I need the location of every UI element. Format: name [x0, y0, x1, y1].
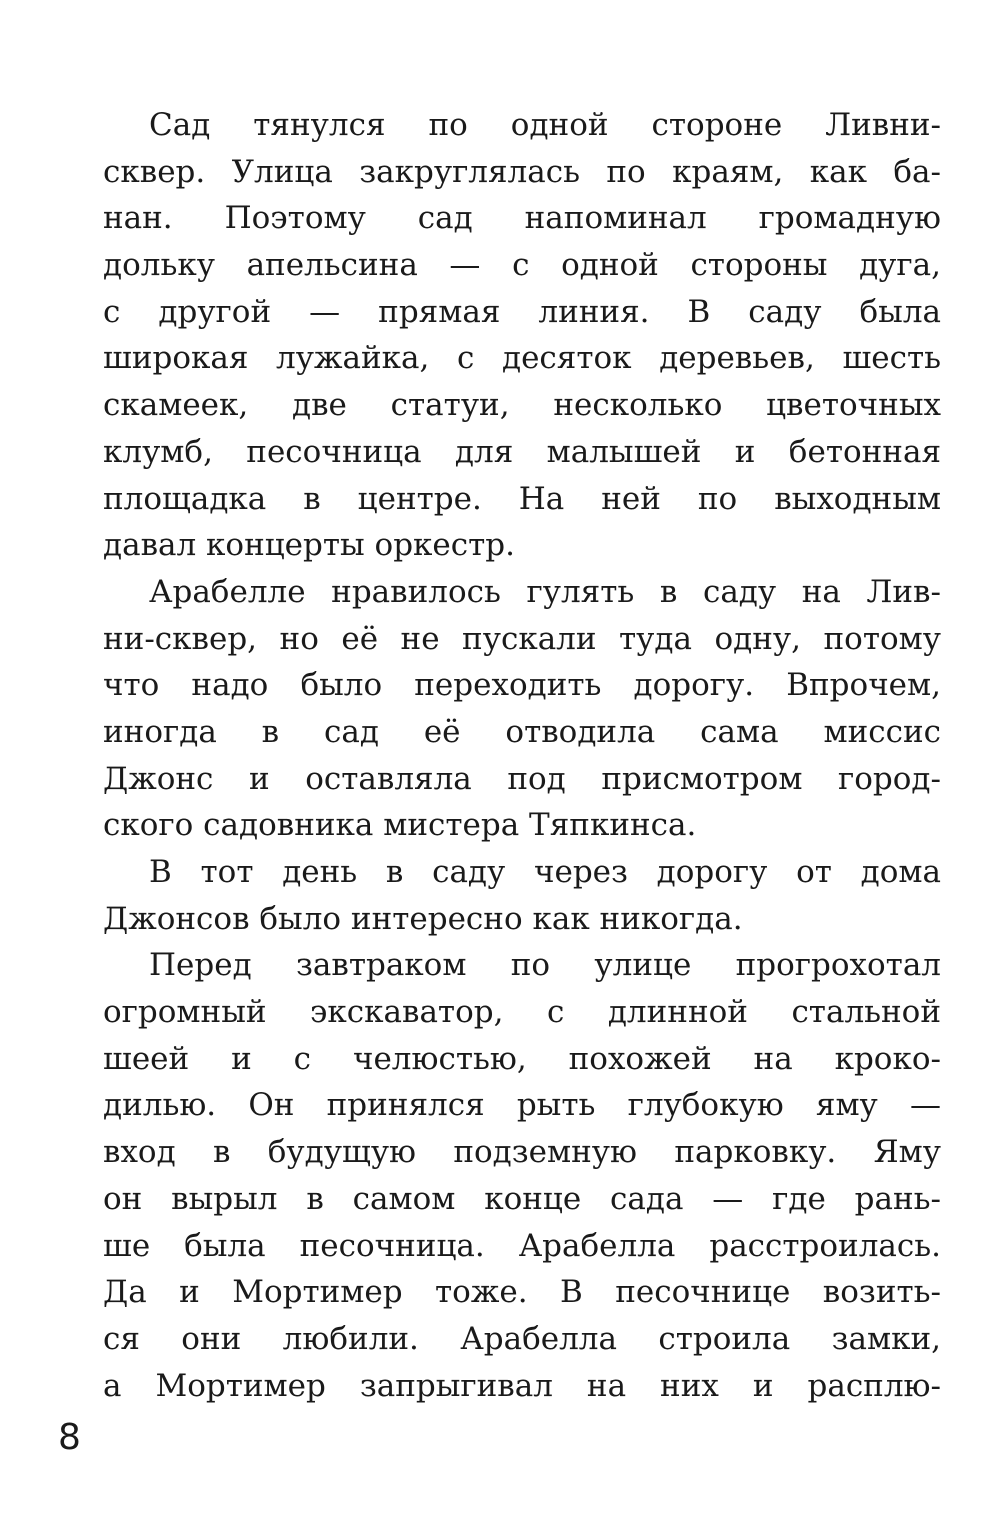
text-line: вход в будущую подземную парковку. Яму [103, 1134, 941, 1171]
text-line: ся они любили. Арабелла строила замки, [103, 1320, 941, 1357]
text-line: давал концерты оркестр. [103, 527, 515, 564]
text-line: В тот день в саду через дорогу от дома [149, 854, 941, 890]
text-line: Перед завтраком по улице прогрохотал [149, 947, 941, 984]
text-line: с другой — прямая линия. В саду была [103, 293, 941, 330]
text-line: а Мортимер запрыгивал на них и расплю- [103, 1367, 941, 1404]
text-line: Джонсов было интересно как никогда. [103, 900, 743, 937]
text-line: Сад тянулся по одной стороне Ливни- [149, 107, 941, 143]
paragraph [103, 849, 941, 942]
text-line: ского садовника мистера Тяпкинса. [103, 807, 697, 844]
text-line: Арабелле нравилось гулять в саду на Лив- [149, 573, 941, 610]
text-line: клумб, песочница для малышей и бетонная [103, 433, 941, 470]
paragraph [103, 102, 941, 569]
text-line: он вырыл в самом конце сада — где рань- [103, 1180, 941, 1217]
text-line: скамеек, две статуи, несколько цветочных [103, 387, 941, 424]
text-line: ше была песочница. Арабелла расстроилась. [103, 1227, 941, 1264]
paragraph [103, 942, 941, 1409]
text-line: площадка в центре. На ней по выходным [103, 480, 941, 517]
text-line: шеей и с челюстью, похожей на кроко- [103, 1040, 941, 1077]
text-line: Джонс и оставляла под присмотром город- [103, 760, 941, 797]
page-number: 8 [58, 1417, 81, 1458]
text-line: иногда в сад её отводила сама миссис [103, 713, 941, 750]
text-line: дольку апельсина — с одной стороны дуга, [103, 247, 941, 284]
text-line: нан. Поэтому сад напоминал громадную [103, 200, 941, 237]
text-line: широкая лужайка, с десяток деревьев, шесть [103, 340, 941, 377]
text-line: ни-сквер, но её не пускали туда одну, потому [103, 620, 941, 657]
text-line: что надо было переходить дорогу. Впрочем, [103, 667, 941, 704]
text-line: дилью. Он принялся рыть глубокую яму — [103, 1087, 941, 1124]
body-text [103, 102, 941, 1409]
paragraph [103, 569, 941, 849]
text-line: сквер. Улица закруглялась по краям, как ба- [103, 153, 941, 190]
text-line: огромный экскаватор, с длинной стальной [103, 994, 941, 1031]
text-line: Да и Мортимер тоже. В песочнице возить- [103, 1274, 941, 1311]
